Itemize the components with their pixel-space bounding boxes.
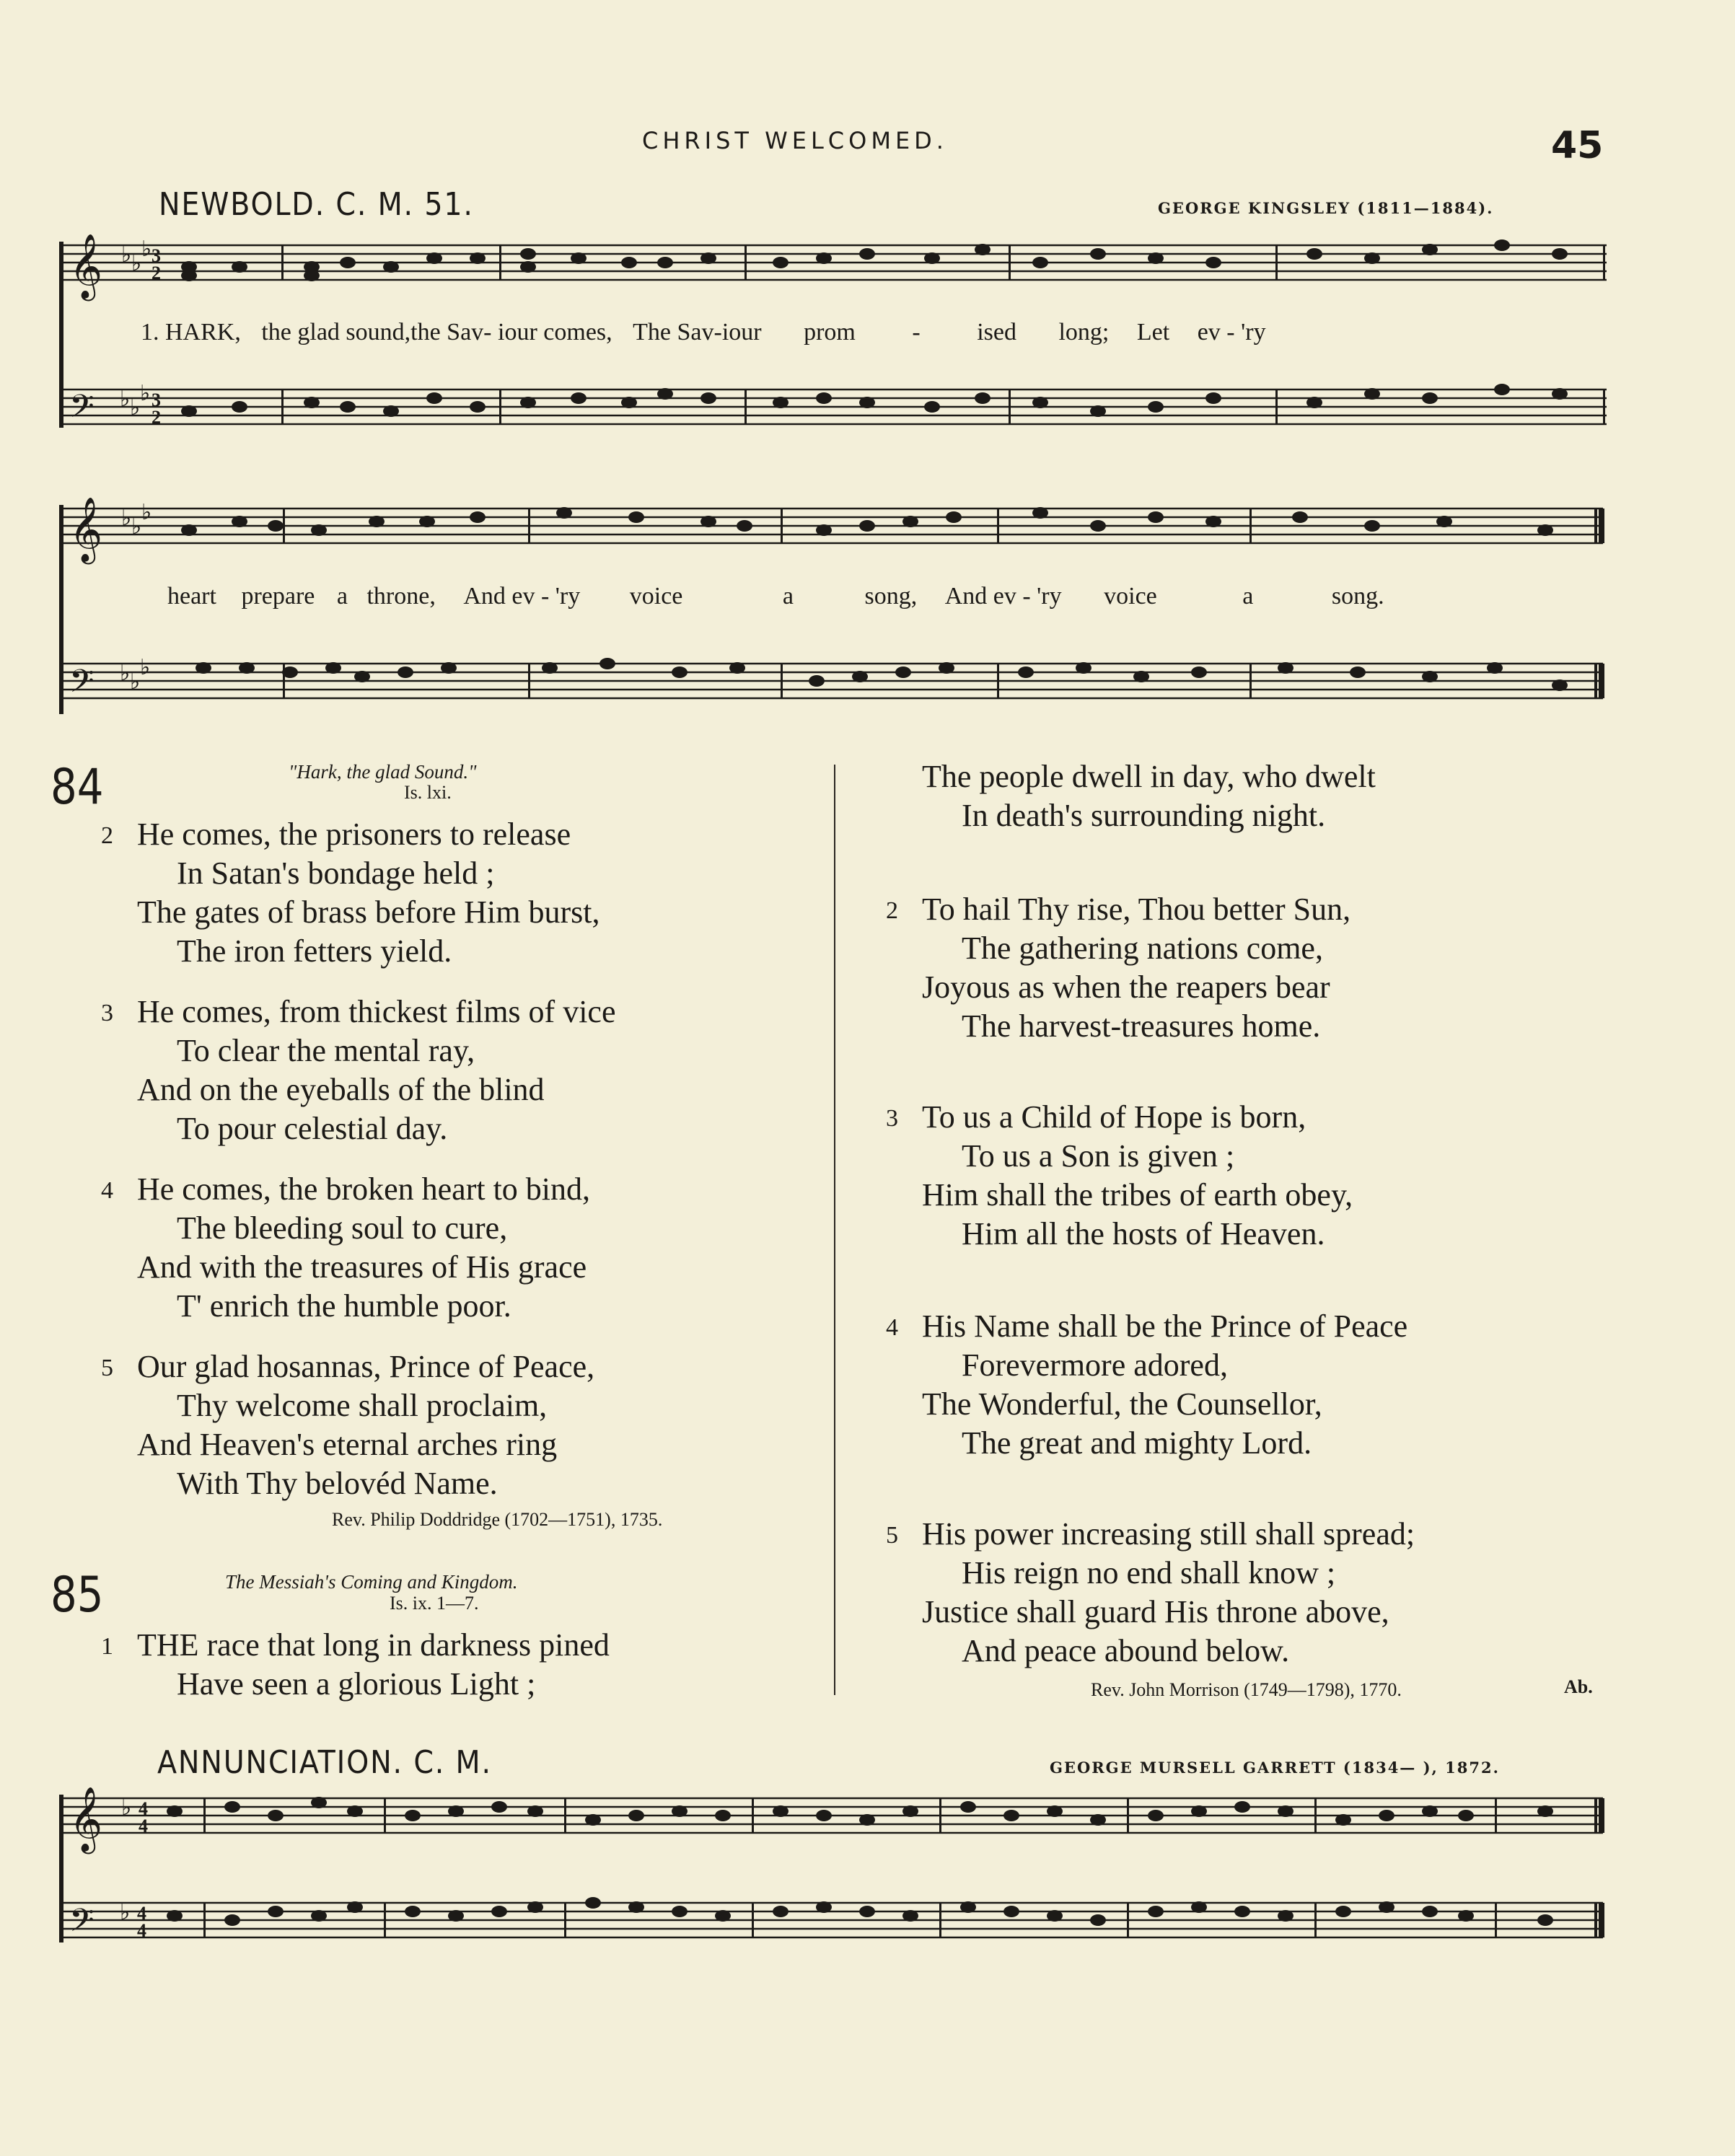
lyric: a <box>1242 583 1254 610</box>
svg-text:♭: ♭ <box>131 515 142 539</box>
scripture-ref-84: Is. lxi. <box>404 782 452 803</box>
lyric: heart <box>167 583 216 610</box>
verse-line: And peace abound below. <box>962 1633 1290 1668</box>
verse-line: His power increasing still shall spread; <box>922 1516 1415 1552</box>
lyric: And ev - 'ry <box>463 583 581 610</box>
verse-number: 2 <box>886 897 898 924</box>
tune-title-annunciation: ANNUNCIATION. C. M. <box>157 1744 492 1781</box>
lyric: ised <box>977 319 1016 346</box>
lyric: The Sav-iour <box>633 319 762 346</box>
verse-line: The people dwell in day, who dwelt <box>922 759 1376 794</box>
verse-line: The gates of brass before Him burst, <box>137 894 600 930</box>
verse-line: The bleeding soul to cure, <box>177 1210 508 1246</box>
verse-number: 5 <box>101 1355 113 1381</box>
svg-text:♭: ♭ <box>130 396 141 420</box>
lyric: voice <box>629 583 683 610</box>
lyric: song. <box>1331 583 1384 610</box>
svg-text:♭: ♭ <box>141 237 152 261</box>
hymn-title-84: "Hark, the glad Sound." <box>289 761 477 783</box>
svg-text:♭: ♭ <box>120 661 131 685</box>
running-head: CHRIST WELCOMED. <box>642 127 948 154</box>
svg-text:♭: ♭ <box>130 670 141 694</box>
verse-line: Joyous as when the reapers bear <box>922 969 1330 1005</box>
lyric: voice <box>1104 583 1157 610</box>
svg-text:𝄢: 𝄢 <box>69 1901 95 1947</box>
music-system-3 <box>59 1787 1610 1975</box>
verse-line: With Thy belovéd Name. <box>177 1466 498 1501</box>
verse-line: Justice shall guard His throne above, <box>922 1594 1389 1629</box>
svg-text:𝄢: 𝄢 <box>69 387 95 433</box>
music-system-2-svg <box>59 498 1610 729</box>
verse-line: To clear the mental ray, <box>177 1033 475 1068</box>
verse-line: THE race that long in darkness pined <box>137 1627 610 1663</box>
svg-text:♭: ♭ <box>131 252 142 276</box>
verse-number: 4 <box>886 1314 898 1341</box>
svg-text:♭: ♭ <box>120 1901 131 1924</box>
svg-text:♭: ♭ <box>141 501 152 524</box>
author-mark: Ab. <box>1564 1676 1593 1697</box>
lyric: song, <box>864 583 918 610</box>
verse-line: To us a Child of Hope is born, <box>922 1099 1306 1135</box>
author-84: Rev. Philip Doddridge (1702—1751), 1735. <box>332 1509 663 1530</box>
tune-title-newbold: NEWBOLD. C. M. 51. <box>159 186 474 223</box>
verse-line: Him shall the tribes of earth obey, <box>922 1177 1353 1213</box>
svg-text:3: 3 <box>151 245 161 266</box>
verse-line: The great and mighty Lord. <box>962 1425 1312 1461</box>
verse-number: 3 <box>101 1000 113 1026</box>
verse-number: 2 <box>101 822 113 849</box>
svg-text:♭: ♭ <box>121 243 132 267</box>
music-system-1-svg <box>59 234 1610 480</box>
author-85: Rev. John Morrison (1749—1798), 1770. <box>1091 1679 1402 1700</box>
hymn-title-85: The Messiah's Coming and Kingdom. <box>225 1571 518 1593</box>
lyric: prepare <box>241 583 315 610</box>
verse-line: The Wonderful, the Counsellor, <box>922 1386 1322 1422</box>
hymn-number-84: 84 <box>50 759 104 816</box>
verse-line: The iron fetters yield. <box>177 933 452 969</box>
verse-line: And on the eyeballs of the blind <box>137 1072 545 1107</box>
lyric: And ev - 'ry <box>944 583 1062 610</box>
svg-text:4: 4 <box>139 1816 148 1836</box>
verse-line: He comes, from thickest films of vice <box>137 994 616 1029</box>
verse-line: To hail Thy rise, Thou better Sun, <box>922 892 1351 927</box>
svg-text:♭: ♭ <box>140 382 151 405</box>
verse-line: The harvest-treasures home. <box>962 1008 1321 1044</box>
verse-line: Have seen a glorious Light ; <box>177 1666 536 1702</box>
lyrics-line-1 <box>141 319 1266 346</box>
composer-kingsley: GEORGE KINGSLEY (1811—1884). <box>1158 199 1494 217</box>
verse-line: His Name shall be the Prince of Peace <box>922 1308 1408 1344</box>
verse-line: Our glad hosannas, Prince of Peace, <box>137 1349 595 1384</box>
page-number: 45 <box>1551 124 1604 167</box>
svg-text:4: 4 <box>139 1798 148 1819</box>
verse-line: To us a Son is given ; <box>962 1138 1235 1174</box>
svg-text:♭: ♭ <box>121 506 132 530</box>
verse-line: And Heaven's eternal arches ring <box>137 1427 558 1462</box>
lyrics-line-2 <box>167 583 1384 610</box>
lyric: Let <box>1136 319 1170 346</box>
lyric: - <box>912 319 921 346</box>
lyric: a <box>782 583 794 610</box>
verse-line: T' enrich the humble poor. <box>177 1288 511 1324</box>
music-system-2 <box>59 498 1610 729</box>
verse-number: 5 <box>886 1522 898 1549</box>
verse-line: Thy welcome shall proclaim, <box>177 1388 548 1423</box>
svg-text:2: 2 <box>151 407 161 428</box>
hymn-number-85: 85 <box>50 1567 104 1624</box>
lyric: the glad sound,the Sav- iour comes, <box>261 319 612 346</box>
verse-line: The gathering nations come, <box>962 930 1323 966</box>
svg-text:𝄞: 𝄞 <box>69 234 103 299</box>
verse-line: Him all the hosts of Heaven. <box>962 1216 1325 1251</box>
svg-text:♭: ♭ <box>121 1796 132 1820</box>
svg-text:♭: ♭ <box>120 387 131 411</box>
music-system-3-svg <box>59 1787 1610 1975</box>
verse-number: 3 <box>886 1105 898 1132</box>
verse-line: In Satan's bondage held ; <box>177 855 495 891</box>
svg-text:4: 4 <box>137 1920 146 1941</box>
verse-number: 1 <box>101 1633 113 1660</box>
verse-line: His reign no end shall know ; <box>962 1555 1336 1590</box>
lyric: a <box>336 583 348 610</box>
verse-line: To pour celestial day. <box>177 1111 448 1146</box>
svg-text:4: 4 <box>137 1903 146 1924</box>
svg-text:𝄢: 𝄢 <box>69 662 95 708</box>
verse-line: In death's surrounding night. <box>962 798 1326 833</box>
svg-text:3: 3 <box>151 390 161 410</box>
svg-text:♭: ♭ <box>140 656 151 679</box>
composer-garrett: GEORGE MURSELL GARRETT (1834— ), 1872. <box>1050 1759 1500 1777</box>
lyric: ev - 'ry <box>1197 319 1266 346</box>
column-divider <box>834 765 835 1695</box>
svg-text:2: 2 <box>151 263 161 283</box>
verse-line: And with the treasures of His grace <box>137 1249 587 1285</box>
svg-text:𝄞: 𝄞 <box>69 498 103 562</box>
lyric: throne, <box>366 583 436 610</box>
svg-text:𝄞: 𝄞 <box>69 1787 103 1852</box>
lyric: prom <box>804 319 856 346</box>
music-system-1 <box>59 234 1610 480</box>
verse-number: 4 <box>101 1177 113 1204</box>
lyric: long; <box>1058 319 1110 346</box>
lyric: 1. HARK, <box>141 319 241 346</box>
verse-line: Forevermore adored, <box>962 1347 1228 1383</box>
verse-line: He comes, the broken heart to bind, <box>137 1171 591 1207</box>
verse-line: He comes, the prisoners to release <box>137 817 571 852</box>
scripture-ref-85: Is. ix. 1—7. <box>390 1593 479 1614</box>
